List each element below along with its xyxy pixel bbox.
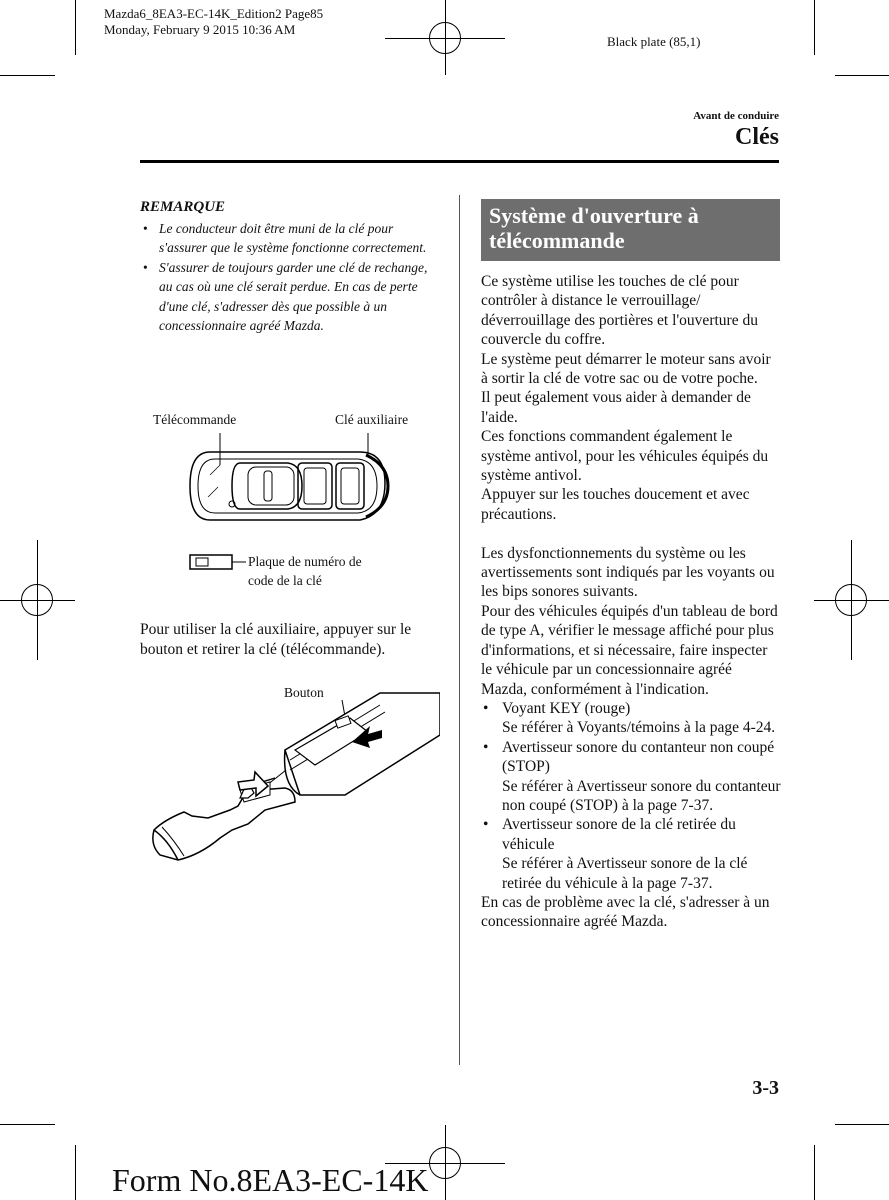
label-code-plate-line2: code de la clé	[248, 573, 322, 588]
section-label: Avant de conduire	[693, 110, 779, 122]
crop-mark	[835, 1124, 889, 1125]
paragraph: Appuyer sur les touches doucement et avec précautions.	[481, 486, 750, 523]
paragraph: Il peut également vous aider à demander de l'aide.	[481, 389, 751, 426]
section-heading-line2: télécommande	[489, 228, 625, 253]
paragraph: Les dysfonctionnements du système ou les avertissements sont indiqués par les voyants ou les bips sonores suivants.	[481, 544, 775, 601]
label-code-plate	[248, 552, 362, 590]
crop-mark	[0, 75, 55, 76]
paragraph: Ces fonctions commandent également le système antivol, pour les véhicules équipés du système antivol.	[481, 428, 769, 485]
registration-mark-left	[0, 540, 75, 660]
print-file-line: Mazda6_8EA3-EC-14K_Edition2 Page85	[104, 6, 324, 21]
note-title: REMARQUE	[140, 199, 226, 215]
crop-mark	[835, 75, 889, 76]
list-item-reference: Se référer à Voyants/témoins à la page 4-24.	[502, 719, 776, 737]
label-code-plate-line1: Plaque de numéro de	[248, 554, 362, 569]
list-item-reference: Se référer à Avertisseur sonore de la clé retirée du véhicule à la page 7-37.	[502, 855, 748, 892]
page-number: 3-3	[752, 1077, 779, 1099]
registration-mark-right	[814, 540, 889, 660]
crop-mark	[814, 1145, 815, 1200]
header-rule	[140, 160, 779, 163]
list-item	[481, 699, 781, 738]
note-item: • S'assurer de toujours garder une clé de rechange, au cas où une clé serait perdue. En cas de perte d'une clé, s'adresser dès que possible à un concessionnaire agréé Mazda.	[140, 258, 440, 336]
crop-mark	[814, 0, 815, 55]
body-text	[481, 272, 781, 932]
chapter-title: Clés	[735, 124, 779, 150]
list-item	[481, 815, 781, 893]
paragraph: Le système peut démarrer le moteur sans avoir à sortir la clé de votre sac ou de votre poche.	[481, 350, 771, 388]
crop-mark	[75, 1145, 76, 1200]
paragraph: En cas de problème avec la clé, s'adresser à un concessionnaire agréé Mazda.	[481, 893, 770, 931]
list-item-title: • Avertisseur sonore du contanteur non coupé (STOP)	[502, 738, 775, 776]
label-aux-key: Clé auxiliaire	[335, 412, 409, 427]
registration-mark-top	[385, 0, 505, 75]
section-heading	[481, 199, 780, 261]
list-item	[481, 738, 781, 816]
crop-mark	[0, 1124, 55, 1125]
crop-mark	[75, 0, 76, 55]
list-item-title: • Avertisseur sonore de la clé retirée du véhicule	[502, 816, 736, 853]
paragraph: Ce système utilise les touches de clé pour contrôler à distance le verrouillage/ déverrouillage des portières et l'ouverture du couvercle du coffre.	[481, 273, 758, 349]
print-job-info	[104, 6, 323, 38]
note-item: • Le conducteur doit être muni de la clé pour s'assurer que le système fonctionne correctement.	[140, 219, 440, 258]
note-list	[140, 219, 440, 335]
list-item-title: • Voyant KEY (rouge)	[502, 699, 631, 717]
aux-key-removal-illustration	[140, 690, 440, 870]
print-date-line: Monday, February 9 2015 10:36 AM	[104, 22, 296, 37]
column-divider	[459, 195, 460, 1065]
label-button: Bouton	[284, 685, 324, 700]
label-remote: Télécommande	[153, 412, 237, 427]
form-number: Form No.8EA3-EC-14K	[112, 1162, 429, 1198]
paragraph: Pour des véhicules équipés d'un tableau de bord de type A, vérifier le message affiché pour plus d'informations, et si nécessaire, faire inspecter le véhicule par un concessionnaire agréé Mazda, conformément à l'indication.	[481, 602, 778, 698]
plate-label: Black plate (85,1)	[607, 34, 701, 49]
aux-key-instruction: Pour utiliser la clé auxiliaire, appuyer sur le bouton et retirer la clé (télécommande).	[140, 621, 412, 658]
list-item-reference: Se référer à Avertisseur sonore du contanteur non coupé (STOP) à la page 7-37.	[502, 777, 781, 814]
section-heading-line1: Système d'ouverture à	[489, 203, 699, 228]
